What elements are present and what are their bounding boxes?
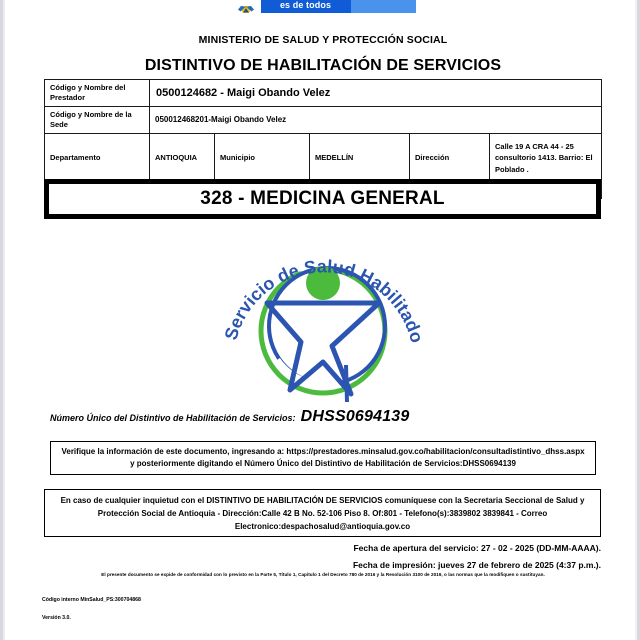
legal-note: El presente documento se expide de conformidad con lo previsto en la Parte 5, Título 1, Capítulo 1 del Decreto 780 de 2016 y la Resolución 3100 de 2019, o las normas que la modifiquen o sustituyan. [101,572,545,577]
service-banner [44,179,601,219]
departamento-value: ANTIOQUIA [150,134,215,182]
direccion-label: Dirección [410,134,490,182]
version-label: Versión 3.0. [42,615,71,621]
verification-line-2: y posteriormente digitando el Número Único del Distintivo de Habilitación de Servicios:DHSS0694139 [130,459,516,468]
internal-code: Código interno MinSalud_PS:300704868 [42,597,141,603]
table-row [45,134,602,182]
contact-line-2: Protección Social de Antioquia - Dirección:Calle 42 B No. 52-106 Piso 8. Of:801 - Telefono(s):3839802 3839841 - Correo [97,508,548,518]
opening-date: Fecha de apertura del servicio: 27 - 02 - 2025 (DD-MM-AAAA). [353,543,601,553]
unique-number-label: Número Único del Distintivo de Habilitación de Servicios: [50,413,296,423]
service-title: 328 - MEDICINA GENERAL [200,188,445,209]
banner-accent-block [351,0,416,13]
contact-box [44,489,601,537]
svg-text:Servicio de Salud Habilitado: Servicio de Salud Habilitado [220,256,428,345]
colombia-coat-of-arms-icon [231,0,261,13]
verification-box [50,441,596,475]
unique-number-line [50,408,610,426]
top-banner [3,0,640,13]
prestador-label: Código y Nombre del Prestador [45,80,150,107]
verification-line-1: Verifique la información de este documento, ingresando a: https://prestadores.minsalud.gov.co/habilitacion/consultadistintivo_dhss.aspx [61,447,585,456]
sede-label: Código y Nombre de la Sede [45,107,150,134]
ministry-name: MINISTERIO DE SALUD Y PROTECCIÓN SOCIAL [198,34,448,46]
banner-slogan: es de todos [261,0,351,13]
municipio-value: MEDELLÍN [310,134,410,182]
direccion-value: Calle 19 A CRA 44 - 25 consultorio 1413. Barrio: El Poblado . [490,134,602,182]
contact-line-3: Electronico:despachosalud@antioquia.gov.co [234,521,411,531]
habilitation-seal-icon [211,234,436,404]
contact-line-1: En caso de cualquier inquietud con el DISTINTIVO DE HABILITACIÓN DE SERVICIOS comuníquese con la Secretaria Seccional de Salud y [60,495,585,505]
prestador-value: 0500124682 - Maigi Obando Velez [150,80,602,107]
service-banner-inner [48,183,597,215]
sede-value: 050012468201-Maigi Obando Velez [150,107,602,134]
printing-date: Fecha de impresión: jueves 27 de febrero de 2025 (4:37 p.m.). [352,560,601,570]
top-banner-inner [231,0,416,13]
page-title: DISTINTIVO DE HABILITACIÓN DE SERVICIOS [144,57,502,74]
departamento-label: Departamento [45,134,150,182]
municipio-label: Municipio [215,134,310,182]
table-row [45,107,602,134]
unique-number-value: DHSS0694139 [300,408,410,425]
table-row [45,80,602,107]
